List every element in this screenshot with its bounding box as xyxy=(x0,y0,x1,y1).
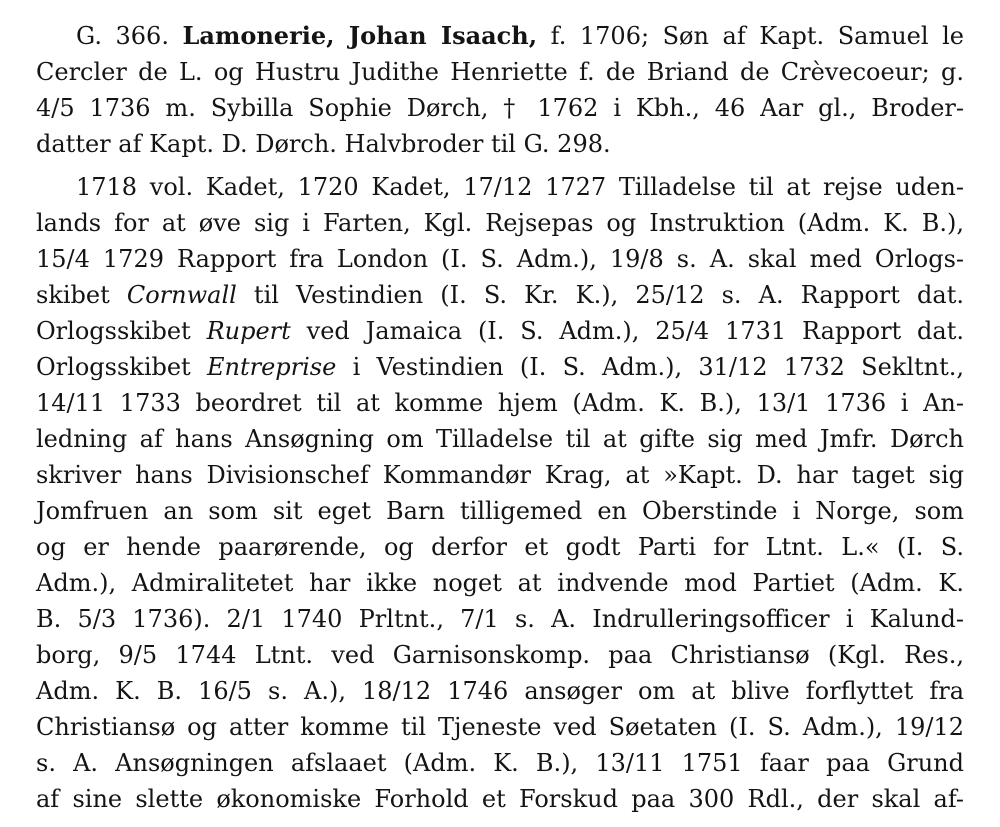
career-text-line: borg, 9/5 1744 Ltnt. ved Garnisonskomp. paa Christiansø (Kgl. Res., xyxy=(36,641,964,669)
career-text-line: B. 5/3 1736). 2/1 1740 Prltnt., 7/1 s. A. Indrulleringsofficer i Kalund- xyxy=(36,605,964,633)
career-text-line: 1718 vol. Kadet, 1720 Kadet, 17/12 1727 Tilladelse til at rejse uden- xyxy=(76,173,964,201)
career-text-line: s. A. Ansøgningen afslaaet (Adm. K. B.), 13/11 1751 faar paa Grund xyxy=(36,749,964,777)
career-text-line: af sine slette økonomiske Forhold et Forskud paa 300 Rdl., der skal af- xyxy=(36,785,964,813)
ship-name: Rupert xyxy=(206,317,291,345)
entry-text-line: Cercler de L. og Hustru Judithe Henriette f. de Briand de Crèvecoeur; g. xyxy=(36,58,964,86)
biographical-entry xyxy=(36,18,964,817)
career-text-line xyxy=(36,277,964,313)
career-text-fragment: til Vestindien (I. S. Kr. K.), 25/12 s. A. Rapport dat. xyxy=(253,281,964,309)
career-text-line: Jomfruen an som sit eget Barn tilligemed en Oberstinde i Norge, som xyxy=(36,497,964,525)
career-text-fragment: Orlogsskibet xyxy=(36,317,191,345)
career-text-line: Adm.), Admiralitetet har ikke noget at indvende mod Partiet (Adm. K. xyxy=(36,569,964,597)
entry-text-line: datter af Kapt. D. Dørch. Halvbroder til G. 298. xyxy=(36,130,611,158)
career-text-line xyxy=(36,349,964,385)
career-text-fragment: ved Jamaica (I. S. Adm.), 25/4 1731 Rapport dat. xyxy=(306,317,965,345)
career-text-fragment: skibet xyxy=(36,281,110,309)
ship-name: Entreprise xyxy=(206,353,337,381)
career-text-line: Adm. K. B. 16/5 s. A.), 18/12 1746 ansøger om at blive forflyttet fra xyxy=(36,677,964,705)
entry-name: Lamonerie, Johan Isaach, xyxy=(182,21,538,50)
ship-name: Cornwall xyxy=(126,281,237,309)
entry-text-line: 4/5 1736 m. Sybilla Sophie Dørch, † 1762 i Kbh., 46 Aar gl., Broder- xyxy=(36,94,964,122)
career-text-line: lands for at øve sig i Farten, Kgl. Rejsepas og Instruktion (Adm. K. B.), xyxy=(36,209,964,237)
career-text-line: skriver hans Divisionschef Kommandør Krag, at »Kapt. D. har taget sig xyxy=(36,461,964,489)
career-text-line xyxy=(36,313,964,349)
entry-id: G. 366. xyxy=(76,22,169,50)
career-text-line: og er hende paarørende, og derfor et godt Parti for Ltnt. L.« (I. S. xyxy=(36,533,964,561)
career-text-line: 15/4 1729 Rapport fra London (I. S. Adm.), 19/8 s. A. skal med Orlogs- xyxy=(36,245,964,273)
career-text-fragment: Orlogsskibet xyxy=(36,353,191,381)
career-text-line: 14/11 1733 beordret til at komme hjem (Adm. K. B.), 13/1 1736 i An- xyxy=(36,389,964,417)
career-text-line: Christiansø og atter komme til Tjeneste ved Søetaten (I. S. Adm.), 19/12 xyxy=(36,713,964,741)
career-text-fragment: i Vestindien (I. S. Adm.), 31/12 1732 Sekltnt., xyxy=(352,353,964,381)
career-text-line: ledning af hans Ansøgning om Tilladelse til at gifte sig med Jmfr. Dørch xyxy=(36,425,964,453)
entry-text-line: f. 1706; Søn af Kapt. Samuel le xyxy=(550,22,964,50)
entry-heading-line xyxy=(36,18,964,54)
